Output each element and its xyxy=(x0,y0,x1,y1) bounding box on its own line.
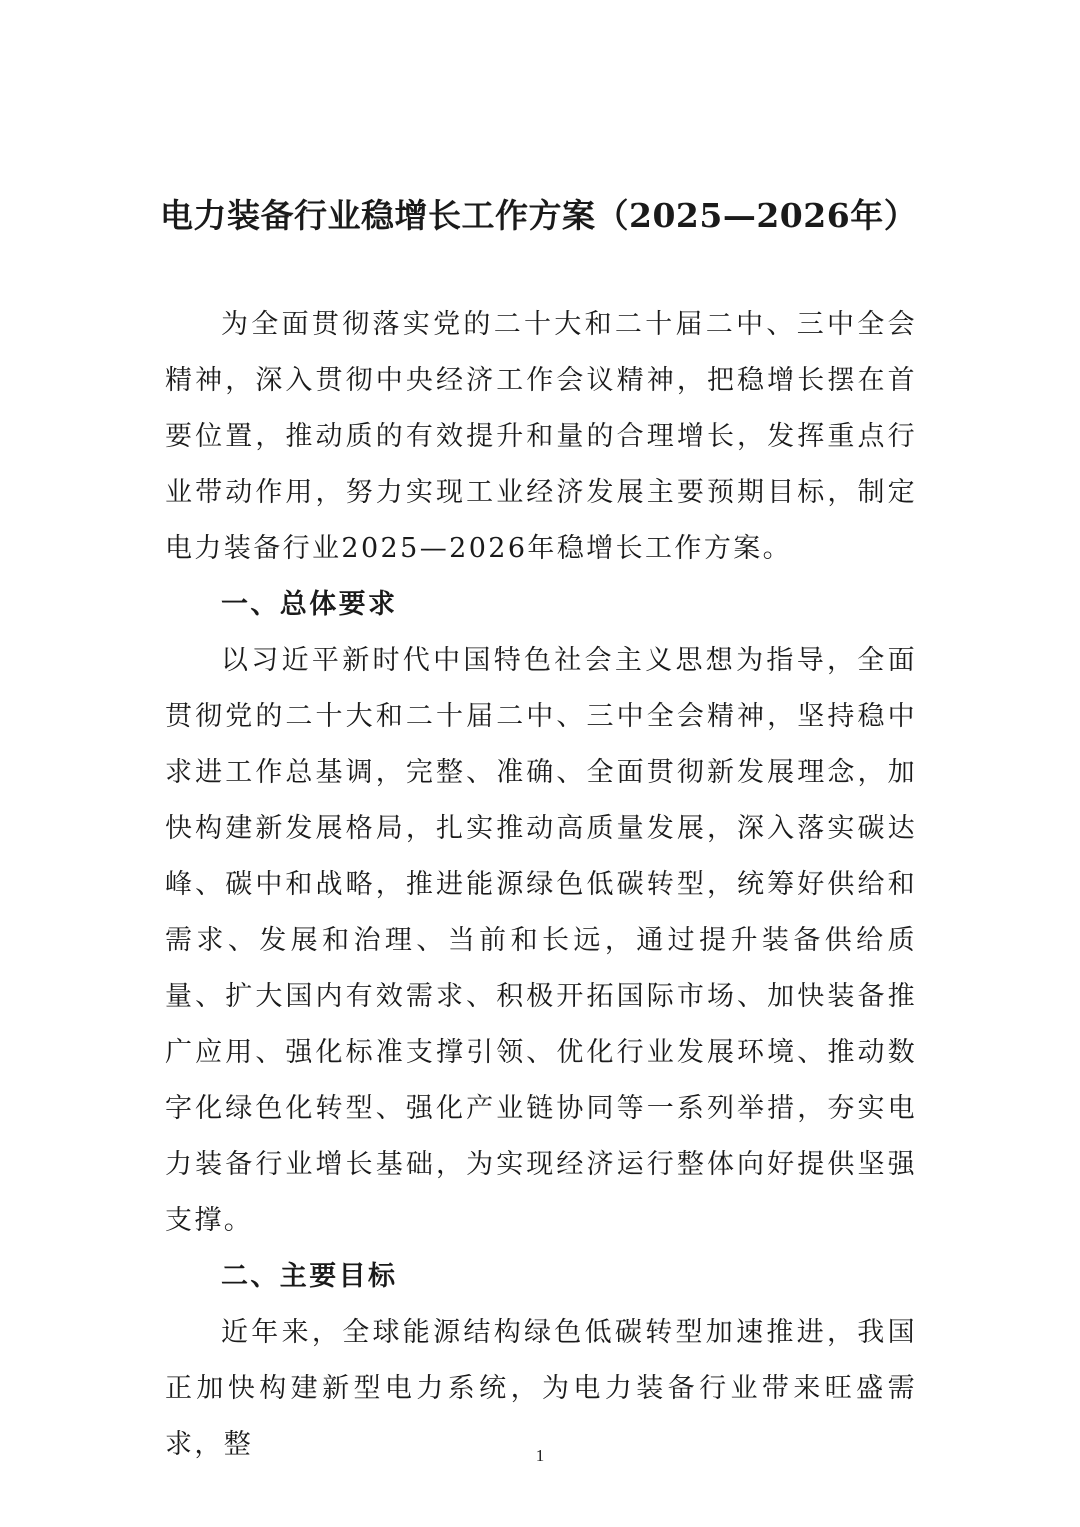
document-body xyxy=(165,297,917,1473)
overall-requirements-paragraph: 以习近平新时代中国特色社会主义思想为指导，全面贯彻党的二十大和二十届二中、三中全会精神，坚持稳中求进工作总基调，完整、准确、全面贯彻新发展理念，加快构建新发展格局，扎实推动高质量发展，深入落实碳达峰、碳中和战略，推进能源绿色低碳转型，统筹好供给和需求、发展和治理、当前和长远，通过提升装备供给质量、扩大国内有效需求、积极开拓国际市场、加快装备推广应用、强化标准支撑引领、优化行业发展环境、推动数字化绿色化转型、强化产业链协同等一系列举措，夯实电力装备行业增长基础，为实现经济运行整体向好提供坚强支撑。 xyxy=(165,645,917,1236)
section-heading-main-goals: 二、主要目标 xyxy=(221,1261,398,1292)
main-goals-paragraph: 近年来，全球能源结构绿色低碳转型加速推进，我国正加快构建新型电力系统，为电力装备行业带来旺盛需求，整 xyxy=(165,1317,917,1460)
intro-paragraph: 为全面贯彻落实党的二十大和二十届二中、三中全会精神，深入贯彻中央经济工作会议精神，把稳增长摆在首要位置，推动质的有效提升和量的合理增长，发挥重点行业带动作用，努力实现工业经济发展主要预期目标，制定电力装备行业2025—2026年稳增长工作方案。 xyxy=(165,309,917,564)
document-title: 电力装备行业稳增长工作方案（2025—2026年） xyxy=(160,196,918,235)
section-heading-overall-requirements: 一、总体要求 xyxy=(221,589,398,620)
page-number: 1 xyxy=(535,1446,545,1465)
